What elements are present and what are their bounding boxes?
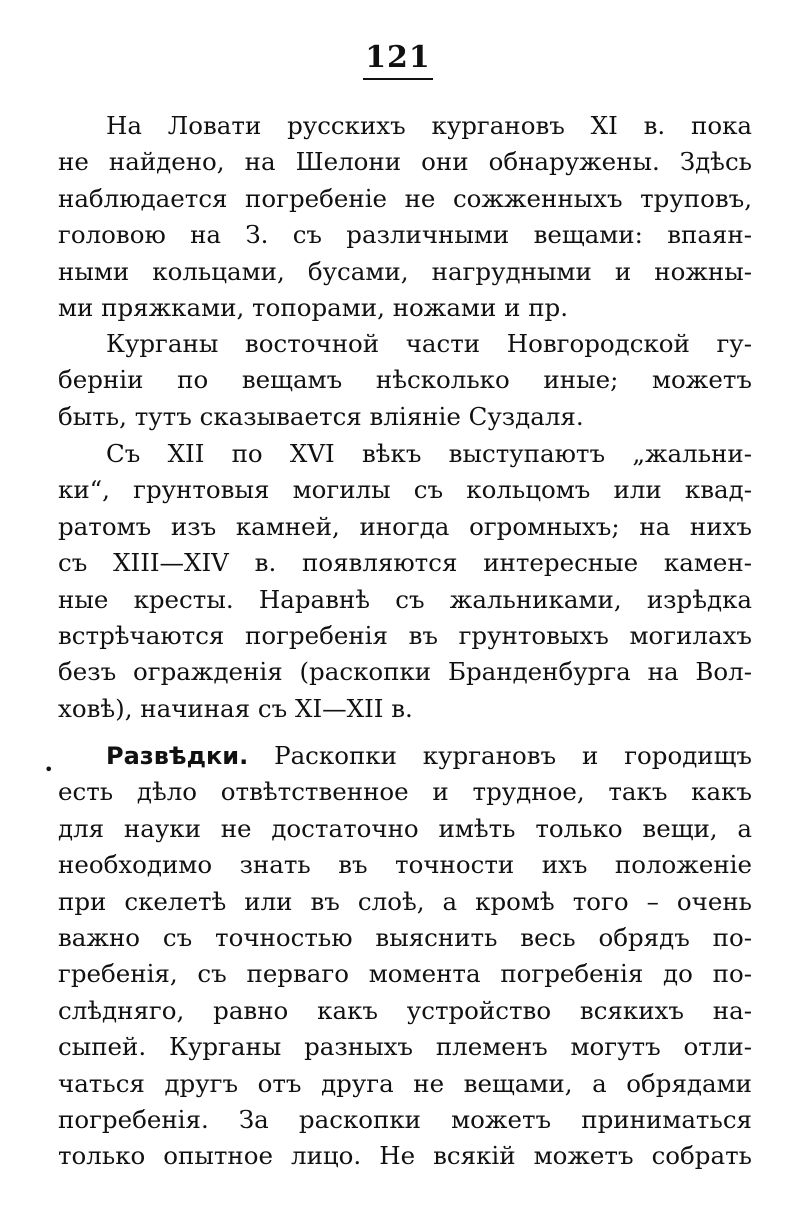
text-line: ными кольцами, бусами, нагрудными и ножны-: [58, 256, 752, 286]
text-line: встрѣчаются погребенія въ грунтовыхъ могилахъ: [58, 620, 752, 650]
text-line: съ XIII—XIV в. появляются интересные камен-: [58, 548, 752, 578]
text-line: не найдено, на Шелони они обнаружены. Здѣсь: [58, 147, 752, 177]
text-line: берніи по вещамъ нѣсколько иные; можетъ: [58, 365, 752, 395]
page-number: [0, 40, 796, 80]
section-first-line-text: Раскопки кургановъ и городищъ: [274, 741, 753, 770]
text-line: На Ловати русскихъ кургановъ XI в. пока: [106, 111, 752, 140]
text-line: быть, тутъ сказывается вліяніе Суздаля.: [58, 401, 584, 431]
text-line: ные кресты. Наравнѣ съ жальниками, изрѣдка: [58, 584, 752, 614]
text-line: есть дѣло отвѣтственное и трудное, такъ какъ: [58, 777, 752, 807]
text-line: только опытное лицо. Не всякій можетъ собрать: [58, 1141, 752, 1171]
text-line: Курганы восточной части Новгородской гу-: [106, 329, 752, 358]
paragraph-lovat: [58, 108, 752, 326]
text-line: слѣдняго, равно какъ устройство всякихъ на-: [58, 995, 752, 1025]
section-first-line: [58, 738, 752, 774]
text-line: гребенія, съ перваго момента погребенія до по-: [58, 959, 752, 989]
section-heading: Развѣдки.: [106, 742, 249, 770]
text-line: важно съ точностью выяснить весь обрядъ по-: [58, 922, 752, 952]
text-line: ховѣ), начиная съ XI—XII в.: [58, 693, 413, 723]
text-line: наблюдается погребеніе не сожженныхъ труповъ,: [58, 183, 752, 213]
text-line: погребенія. За раскопки можетъ приниматься: [58, 1104, 752, 1134]
text-line: Съ XII по XVI вѣкъ выступаютъ „жальни-: [106, 439, 752, 468]
paragraph-zhalniki: [58, 436, 752, 727]
text-line: сыпей. Курганы разныхъ племенъ могутъ отли-: [58, 1032, 752, 1062]
paragraph-eastern-kurgans: [58, 326, 752, 435]
text-line: чаться другъ отъ друга не вещами, а обрядами: [58, 1068, 752, 1098]
text-line: для науки не достаточно имѣть только вещи, а: [58, 813, 752, 843]
text-line: ми пряжками, топорами, ножами и пр.: [58, 292, 569, 322]
text-line: необходимо знать въ точности ихъ положеніе: [58, 850, 752, 880]
text-line: ки“, грунтовыя могилы съ кольцомъ или квад-: [58, 475, 752, 505]
margin-dot: •: [44, 760, 54, 779]
section-razvedki: [58, 738, 752, 1175]
text-line: ратомъ изъ камней, иногда огромныхъ; на нихъ: [58, 511, 752, 541]
page-number-text: 121: [363, 40, 433, 80]
text-line: безъ огражденія (раскопки Бранденбурга на Вол-: [58, 657, 752, 687]
text-line: при скелетѣ или въ слоѣ, а кромѣ того – очень: [58, 886, 752, 916]
text-line: головою на З. съ различными вещами: впаян-: [58, 220, 752, 250]
